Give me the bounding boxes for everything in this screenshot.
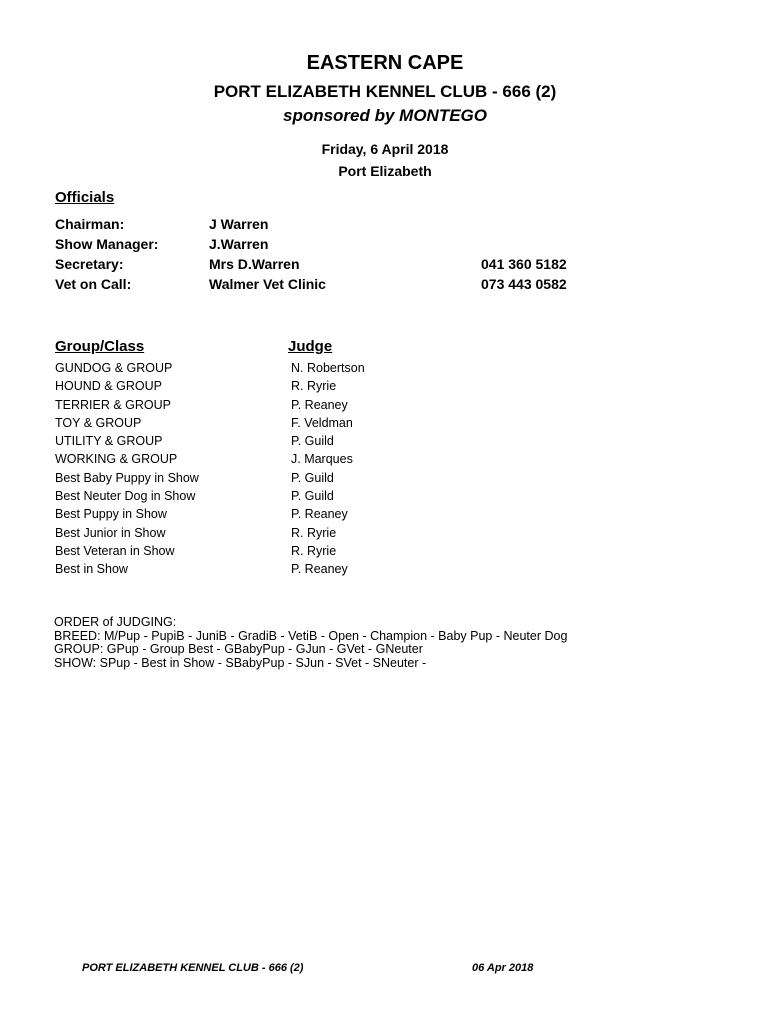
- official-name: Mrs D.Warren: [209, 256, 300, 272]
- judging-row: [55, 489, 455, 507]
- judge-name: P. Guild: [291, 470, 334, 485]
- judging-row: [55, 452, 455, 470]
- region-title: EASTERN CAPE: [306, 52, 464, 74]
- group-class: Best Junior in Show: [55, 525, 166, 540]
- judge-name: J. Marques: [291, 452, 353, 467]
- official-role: Show Manager:: [55, 236, 159, 252]
- group-class: Best Neuter Dog in Show: [55, 489, 196, 504]
- group-class: WORKING & GROUP: [55, 452, 178, 467]
- group-class: Best in Show: [55, 562, 128, 577]
- footer-date: 06 Apr 2018: [472, 962, 534, 974]
- judging-row: [55, 398, 455, 416]
- judge-name: P. Guild: [291, 434, 334, 449]
- judging-row: [55, 544, 455, 562]
- official-row: [55, 236, 575, 256]
- official-role: Vet on Call:: [55, 276, 132, 292]
- sponsor-line: sponsored by MONTEGO: [282, 106, 488, 125]
- judge-name: F. Veldman: [291, 415, 353, 430]
- official-name: J Warren: [209, 216, 269, 232]
- show-date: Friday, 6 April 2018: [321, 141, 449, 157]
- official-row: [55, 276, 575, 296]
- group-class: GUNDOG & GROUP: [55, 361, 173, 375]
- judge-heading: Judge: [288, 338, 333, 355]
- judge-name: P. Reaney: [291, 562, 348, 577]
- group-class: Best Puppy in Show: [55, 507, 167, 522]
- group-class: TERRIER & GROUP: [55, 397, 171, 412]
- official-name: J.Warren: [209, 236, 269, 252]
- official-phone: 073 443 0582: [481, 276, 567, 292]
- group-class: UTILITY & GROUP: [55, 434, 163, 449]
- officials-list: [55, 216, 575, 296]
- group-class: HOUND & GROUP: [55, 379, 162, 394]
- judging-list: [55, 361, 455, 581]
- club-title: PORT ELIZABETH KENNEL CLUB - 666 (2): [213, 82, 557, 101]
- group-class-heading: Group/Class: [55, 338, 145, 355]
- official-row: [55, 216, 575, 236]
- order-group: GROUP: GPup - Group Best - GBabyPup - GJun - GVet - GNeuter: [54, 642, 423, 657]
- judging-row: [55, 526, 455, 544]
- judging-row: [55, 471, 455, 489]
- group-class: TOY & GROUP: [55, 415, 142, 430]
- official-role: Secretary:: [55, 256, 124, 272]
- judge-name: R. Ryrie: [291, 525, 337, 540]
- official-name: Walmer Vet Clinic: [209, 276, 326, 292]
- judging-row: [55, 379, 455, 397]
- judge-name: P. Reaney: [291, 507, 348, 522]
- officials-heading: Officials: [55, 189, 115, 206]
- judging-row: [55, 416, 455, 434]
- judging-row: [55, 562, 455, 580]
- footer-club: PORT ELIZABETH KENNEL CLUB - 666 (2): [82, 962, 304, 974]
- judge-name: N. Robertson: [291, 361, 365, 375]
- order-title: ORDER of JUDGING:: [54, 615, 177, 629]
- judge-name: R. Ryrie: [291, 379, 337, 394]
- judging-row: [55, 361, 455, 379]
- judge-name: P. Reaney: [291, 397, 348, 412]
- order-show: SHOW: SPup - Best in Show - SBabyPup - SJun - SVet - SNeuter -: [54, 655, 427, 670]
- order-of-judging: [54, 616, 567, 670]
- group-class: Best Baby Puppy in Show: [55, 470, 199, 485]
- judge-name: P. Guild: [291, 489, 334, 504]
- order-breed: BREED: M/Pup - PupiB - JuniB - GradiB - VetiB - Open - Champion - Baby Pup - Neuter Dog: [54, 628, 568, 643]
- group-class: Best Veteran in Show: [55, 543, 175, 558]
- official-row: [55, 256, 575, 276]
- official-phone: 041 360 5182: [481, 256, 567, 272]
- judging-row: [55, 434, 455, 452]
- judging-row: [55, 507, 455, 525]
- judge-name: R. Ryrie: [291, 543, 337, 558]
- show-location: Port Elizabeth: [338, 163, 432, 179]
- official-role: Chairman:: [55, 216, 125, 232]
